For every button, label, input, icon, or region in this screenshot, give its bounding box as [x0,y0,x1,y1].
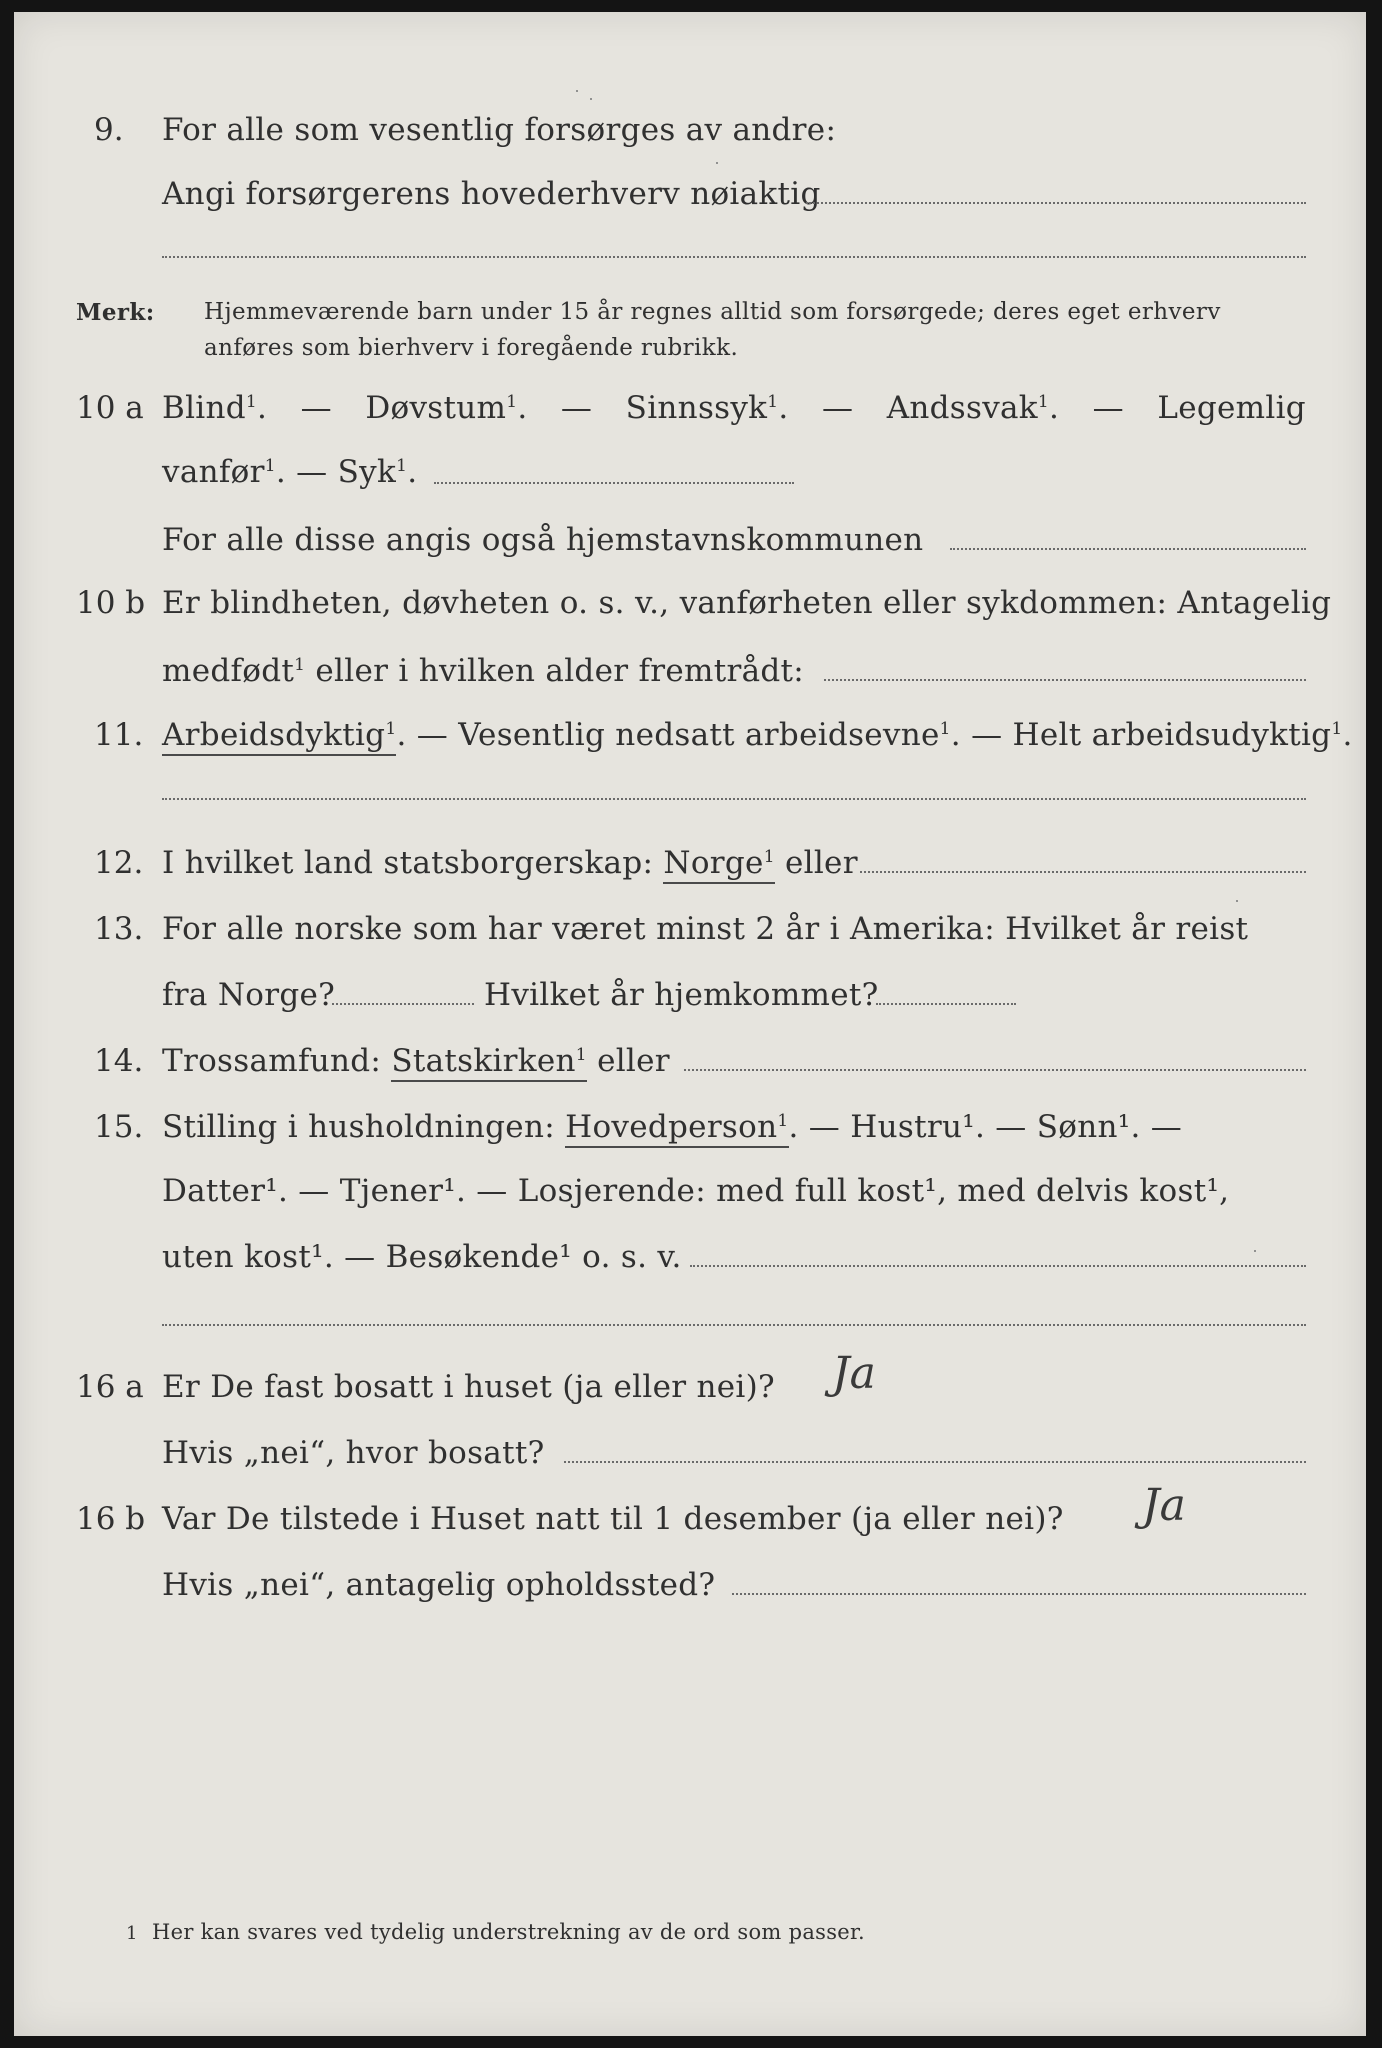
q13-hjemkommet-answer-line[interactable] [876,1003,1016,1005]
option-syk: Syk [337,454,397,490]
q10a-syk-answer-line[interactable] [434,482,794,484]
dash: — [1092,390,1124,426]
q10a-line3: For alle disse angis også hjemstavnskommunen [162,522,924,558]
q12-line: I hvilket land statsborgerskap: Norge$^1$ eller [162,845,858,881]
option-arbeidsdyktig-underlined: Arbeidsdyktig$^1$ [162,717,396,756]
q15-line2: Datter¹. — Tjener¹. — Losjerende: med full kost¹, med delvis kost¹, [162,1173,1230,1209]
option-sinnssyk: Sinnssyk$^1$. [625,390,789,426]
q15-line3: uten kost¹. — Besøkende¹ o. s. v. [162,1239,682,1275]
q9-line1: For alle som vesentlig forsørges av andre: [162,112,837,148]
q14-answer-line[interactable] [684,1069,1306,1071]
merk-line1: Hjemmeværende barn under 15 år regnes alltid som forsørgede; deres eget erhverv [204,299,1221,325]
q16a-handwritten-answer[interactable]: Ja [832,1348,876,1399]
paper-speck [576,90,578,92]
q9-line2: Angi forsørgerens hovederhverv nøiaktig [162,176,821,212]
footnote-mark: 1 [126,1923,138,1944]
q10b-answer-line[interactable] [824,679,1306,681]
q9-answer-line[interactable] [806,202,1306,204]
q13-reist-answer-line[interactable] [332,1003,474,1005]
paper-speck [1254,1250,1256,1252]
q16a-line1: Er De fast bosatt i huset (ja eller nei)? [162,1369,775,1405]
q12-number: 12. [94,845,144,881]
census-form-page [14,12,1366,2036]
q12-answer-line[interactable] [860,871,1306,873]
q14-line: Trossamfund: Statskirken$^1$ eller [162,1043,670,1079]
option-legemlig: Legemlig [1157,390,1306,426]
q16a-answer-line[interactable] [564,1461,1306,1463]
q9-answer-line-2[interactable] [162,256,1306,258]
merk-line2: anføres som bierhverv i foregående rubrikk. [204,335,739,361]
q15-number: 15. [94,1109,144,1145]
q10a-number: 10 a [76,390,144,426]
q13-hjem-label: Hvilket år hjemkommet? [484,977,879,1013]
q11-answer-line[interactable] [162,798,1306,800]
q13-line1: For alle norske som har været minst 2 år i Amerika: Hvilket år reist [162,911,1249,947]
merk-label: Merk: [76,299,155,326]
q11-number: 11. [94,717,144,753]
option-andssvak: Andssvak$^1$. [886,390,1060,426]
option-norge-underlined: Norge$^1$ [663,845,774,884]
q11-line: Arbeidsdyktig$^1$. — Vesentlig nedsatt arbeidsevne$^1$. — Helt arbeidsudyktig$^1$. [162,717,1353,753]
paper-speck [590,98,592,100]
option-statskirken-underlined: Statskirken$^1$ [391,1043,587,1082]
q13-number: 13. [94,911,144,947]
option-blind: Blind$^1$. [162,390,268,426]
paper-speck [1236,900,1238,902]
q16b-line2: Hvis „nei“, antagelig opholdssted? [162,1567,716,1603]
option-hovedperson-underlined: Hovedperson$^1$ [565,1109,788,1148]
q10a-hjemstavn-answer-line[interactable] [950,548,1306,550]
option-dovstum: Døvstum$^1$. [365,390,528,426]
q16b-answer-line[interactable] [732,1593,1306,1595]
q15-answer-line-2[interactable] [162,1324,1306,1326]
option-vanfor: vanfør [162,454,265,490]
q10b-number: 10 b [76,585,146,621]
q15-line1: Stilling i husholdningen: Hovedperson$^1$. — Hustru¹. — Sønn¹. — [162,1109,1182,1145]
option-medfodt: medfødt [162,653,295,689]
footnote-text: Her kan svares ved tydelig understrekning av de ord som passer. [152,1920,866,1944]
q10a-line1 [162,390,1306,426]
dash: — [821,390,854,426]
q16b-line1: Var De tilstede i Huset natt til 1 desember (ja eller nei)? [162,1501,1064,1537]
q10b-line1: Er blindheten, døvheten o. s. v., vanførheten eller sykdommen: Antagelig [162,585,1332,621]
q16a-line2: Hvis „nei“, hvor bosatt? [162,1435,545,1471]
q9-number: 9. [94,112,124,148]
q16b-number: 16 b [76,1501,146,1537]
q10a-line2: vanfør$^1$. — Syk$^1$. [162,454,418,490]
paper-speck [716,162,718,164]
q15-answer-line[interactable] [690,1265,1306,1267]
q14-number: 14. [94,1043,144,1079]
q16a-number: 16 a [76,1369,144,1405]
dash: — [300,390,332,426]
q13-fra-label: fra Norge? [162,977,336,1013]
q16b-handwritten-answer[interactable]: Ja [1142,1480,1186,1531]
q10b-line2: medfødt$^1$ eller i hvilken alder fremtrådt: [162,653,805,689]
dash: — [560,390,593,426]
